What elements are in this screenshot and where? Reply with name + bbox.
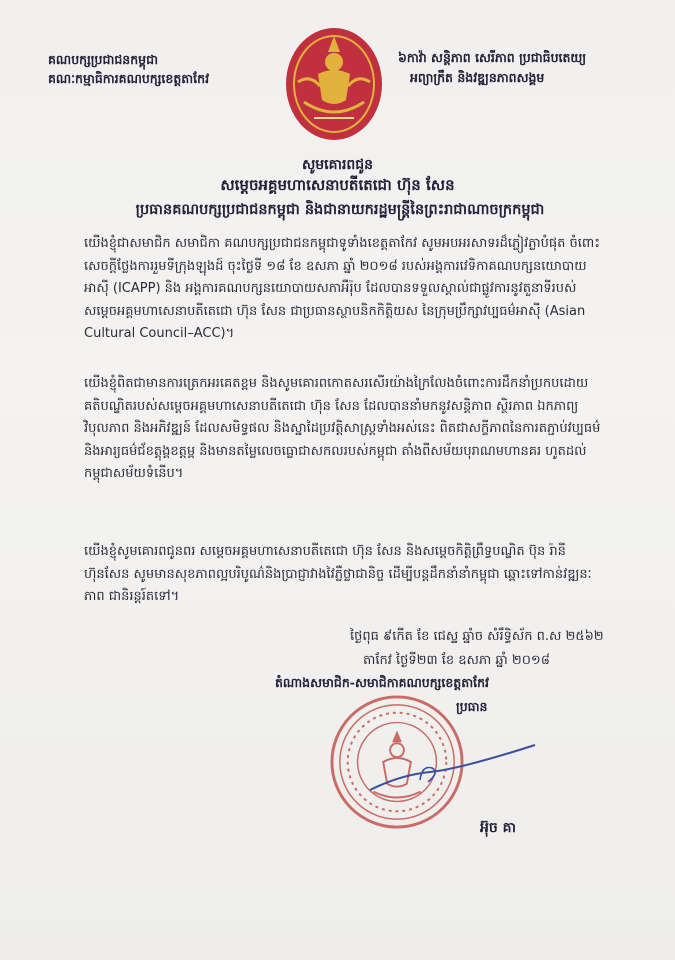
signatory-title: ប្រធាន [456, 699, 488, 714]
committee-name: គណៈកម្មាធិការគណបក្សខេត្តតាកែវ [48, 71, 210, 86]
body-paragraph-1: យើងខ្ញុំជាសមាជិក សមាជិកា គណបក្សប្រជាជនកម្ពុជាទូទាំងខេត្តតាកែវ សូមអបអរសាទរដ៏ភ្លៀវភ្លាបំផុត ចំពោះសេចក្ដីថ្លែងការរួមទីក្រុងឡុងដ៍ ចុះថ្ងៃទី ១៨ ខែ ឧសភា ឆ្នាំ ២០១៨ របស់អង្គការវេទិកាគណបក្សនយោបាយអាស៊ី (ICAPP) និង អង្គការគណបក្សនយោបាយសភាអឺរ៉ុប ដែលបានទទួលស្គាល់ជាផ្លូវការនូវតួនាទីរបស់សម្ដេចអគ្គមហាសេនាបតីតេជោ ហ៊ុន សែន ជាប្រធានស្ថាបនិកកិត្តិយស នៃក្រុមប្រឹក្សាវប្បធម៌អាស៊ី (Asian Cultural Council–ACC)។ [84, 236, 600, 341]
body-paragraph-3: យើងខ្ញុំសូមគោរពជូនពរ សម្ដេចអគ្គមហាសេនាបតីតេជោ ហ៊ុន សែន និងសម្ដេចកិត្តិព្រឹទ្ធបណ្ឌិត ប៊ុន រ៉ានីហ៊ុនសែន សូមមានសុខភាពល្អបរិបូណ៌និងប្រាជ្ញាវាងវៃភ្លឺថ្លាជានិច្ច ដើម្បីបន្តដឹកនាំនាំកម្ពុជា ឆ្ពោះទៅកាន់វឌ្ឍនៈភាព ជានិរន្តរ៍តទៅ។ [84, 544, 592, 604]
party-motto: អព្យាក្រឹត និងវឌ្ឍនភាពសង្គម [410, 70, 545, 85]
party-emblem-icon [284, 22, 384, 142]
recipient-title: ប្រធានគណបក្សប្រជាជនកម្ពុជា និងជានាយករដ្ឋមន្ត្រីនៃព្រះរាជាណាចក្រកម្ពុជា [135, 202, 545, 218]
lunar-date: ថ្ងៃពុធ ៩កើត ខែ ជេស្ឋ ឆ្នាំច សំរឹទ្ធិស័ក ព.ស ២៥៦២ [350, 629, 604, 644]
national-motto: ៦កាវ៉ា សន្តិភាព សេរីភាព ប្រជាធិបតេយ្យ [398, 50, 587, 65]
signatory-name: អ៊ុច គា [480, 820, 516, 836]
handwritten-signature-icon [360, 720, 540, 830]
header-right [398, 48, 586, 88]
signatory-organization: តំណាងសមាជិក-សមាជិកាគណបក្សខេត្តតាកែវ [275, 675, 489, 690]
salutation: សូមគោរពជូន [301, 157, 374, 173]
body-paragraph-2: យើងខ្ញុំពិតជាមានការត្រេកអរគេតខ្ពម និងសូមគោរពកោតសរសើរយ៉ាងក្រៃលែងចំពោះការដឹកនាំប្រកបដោយគតិបណ្ឌិតរបស់សម្ដេចអគ្គមហាសេនាបតីតេជោ ហ៊ុន សែន ដែលបាននាំមកនូវសន្តិភាព ស្ថិរភាព ឯកភាព្យ វិបុលភាព និងអភិវឌ្ឍន៍ ដែលសមិទ្ធផល និងស្នាដៃប្រវត្តិសាស្ត្រទាំងអស់នេះ ពិតជាសក្ខីភាពនៃការតភ្ជាប់វប្បធម៌ និងអារ្យធម៌ជ័ខត្តុង្គខត្តម្ព និងមានតម្លៃលេចធ្លោជាសកលរបស់កម្ពុជា តាំងពីសម័យបុរាណមហានគរ ហូតដល់កម្ពុជាសម័យទំនើប។ [84, 376, 601, 481]
recipient-name: សម្ដេចអគ្គមហាសេនាបតីតេជោ ហ៊ុន សែន [220, 176, 455, 194]
header-left [48, 50, 209, 88]
solar-date: តាកែវ ថ្ងៃទី២៣ ខែ ឧសភា ឆ្នាំ ២០១៨ [363, 653, 550, 668]
party-name: គណបក្សប្រជាជនកម្ពុជា [48, 52, 158, 67]
